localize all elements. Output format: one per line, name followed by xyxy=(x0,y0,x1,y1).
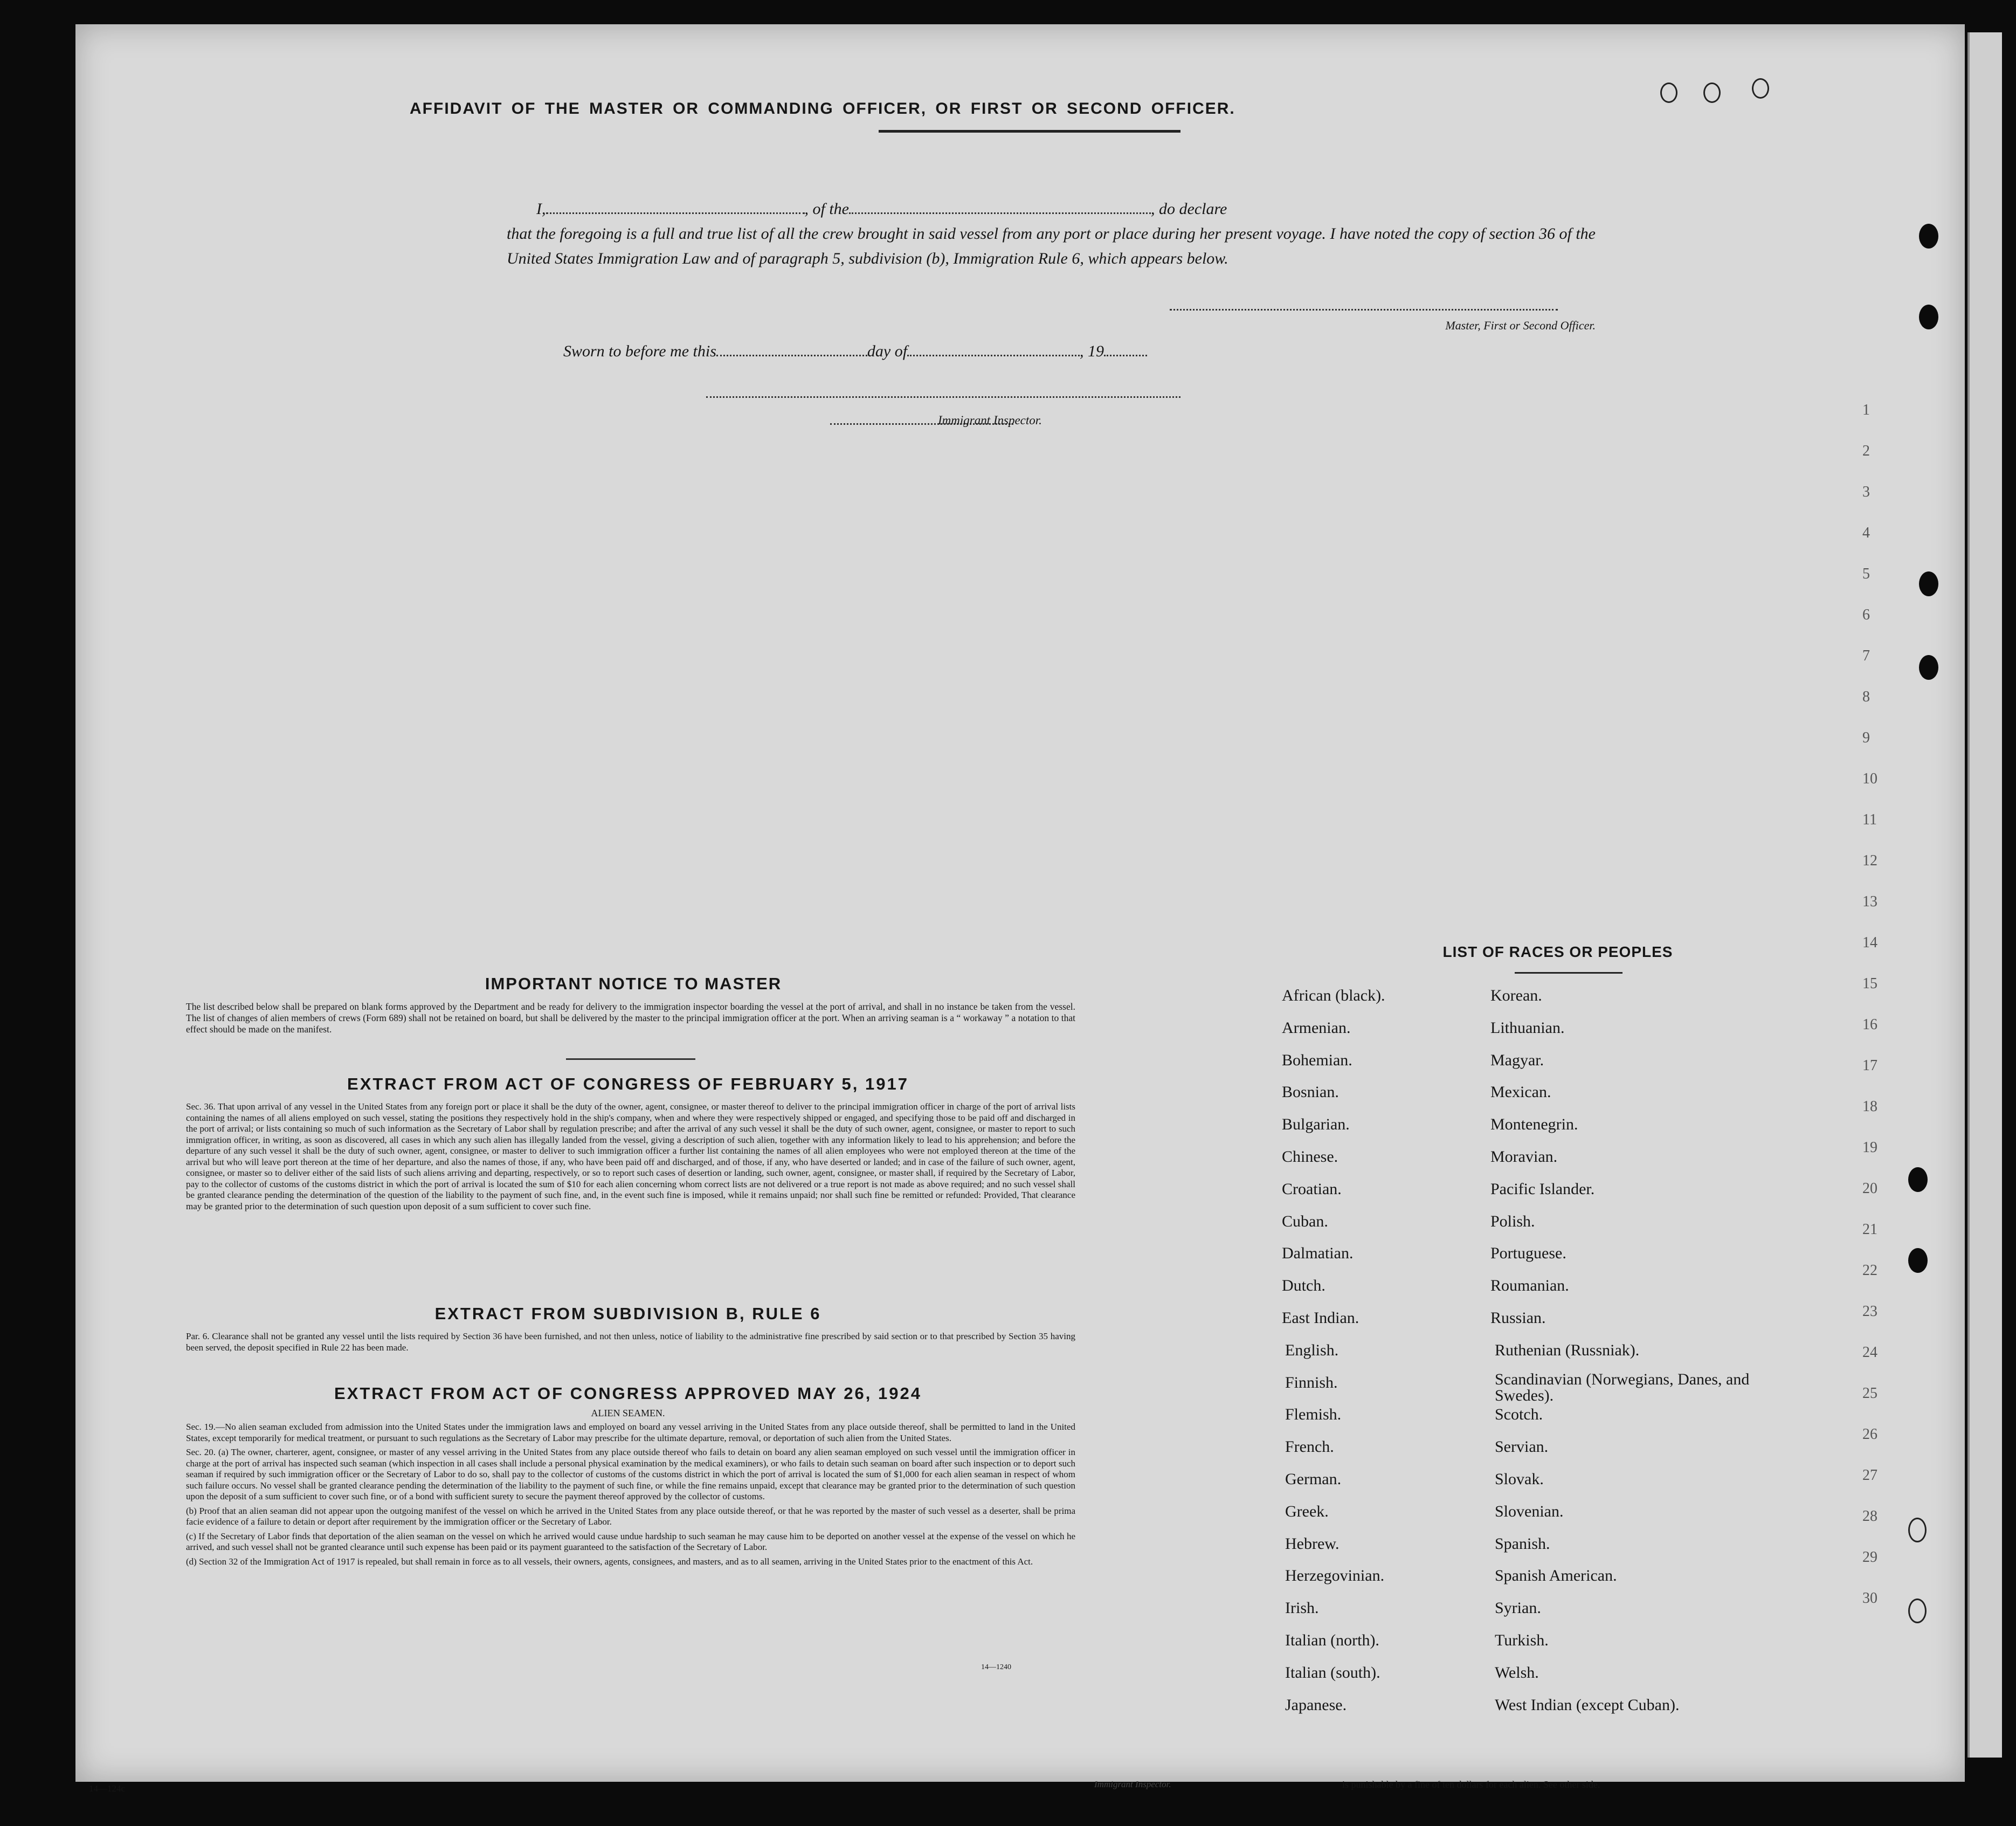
inspector-signature-line[interactable] xyxy=(706,396,1180,398)
punch-hole xyxy=(1908,1518,1927,1542)
extract-1917-text: Sec. 36. That upon arrival of any vessel in the United States from any foreign port or place it shall be the duty of the owner, agent, consignee, or master thereof to deliver to the principal immigration officer in charge of the port of arrival lists containing the names of all aliens employed on such vessel, stating the positions they respectively hold in the ship's company, when and where they were respectively shipped or engaged, and specifying those to be paid off and discharged in the port of arrival; or lists containing so much of such information as the Secretary of Labor shall by regulation prescribe; and after the arrival of any such vessel it shall be the duty of such owner, agent, consignee, or master to report to such immigration officer, in writing, as soon as discovered, all cases in which any such alien has illegally landed from the vessel, giving a description of such alien, together with any information likely to lead to his apprehension; and before the departure of any such vessel it shall be the duty of such owner, agent, consignee, or master to deliver to such immigration officer a further list containing the names of all alien employees who were not employed thereon at the time of the arrival but who will leave port thereon at the time of her departure, and also the names of those, if any, who have been paid off and discharged, and of those, if any, who have deserted or landed; and in case of the failure of such owner, agent, consignee, or master so to deliver either of the said lists of such aliens arriving and departing, respectively, or so to report such cases of desertion or landing, such owner, agent, consignee, or master shall, if required by the Secretary of Labor, pay to the collector of customs of the customs district in which the port of arrival is located the sum of $10 for each alien concerning whom correct lists are not delivered or a true report is not made as above required; and no such vessel shall be granted clearance pending the determination of the question of the liability to the payment of such fine, and, in the event such fine is imposed, while it remains unpaid; nor shall such fine be remitted or refunded: Provided, That clearance may be granted prior to the determination of such question upon deposit of a sum sufficient to cover such fine. xyxy=(186,1101,1075,1211)
race-item: Roumanian. xyxy=(1490,1277,1569,1295)
race-item: Bosnian. xyxy=(1282,1083,1339,1101)
punch-hole xyxy=(1919,224,1938,249)
punch-hole xyxy=(1908,1248,1928,1273)
race-item: Portuguese. xyxy=(1490,1244,1566,1263)
race-item: Greek. xyxy=(1285,1502,1329,1520)
extract-1924-paragraph: (b) Proof that an alien seaman did not appear upon the outgoing manifest of the vessel on which he arrived in the United States from any place outside thereof, or that he was reported by the master of such vessel as a deserter, shall be prima facie evidence of a failure to detain or deport after requirement by the immigration officer or the Secretary of Labor. xyxy=(186,1505,1075,1527)
sworn-line xyxy=(563,342,1372,361)
race-item: German. xyxy=(1285,1470,1342,1488)
race-item: Spanish American. xyxy=(1495,1567,1617,1585)
row-number: 8 xyxy=(1862,688,1870,705)
race-item: Syrian. xyxy=(1495,1599,1541,1617)
extract-1924-text xyxy=(186,1422,1075,1570)
punch-hole xyxy=(1919,571,1938,596)
punch-hole xyxy=(1919,655,1938,680)
race-item: Herzegovinian. xyxy=(1285,1567,1385,1585)
bleed-fine-text: is punishable by a fine of ten dollars for each alien. See other side. xyxy=(1342,1779,1600,1790)
row-number: 17 xyxy=(1862,1057,1877,1074)
race-item: Japanese. xyxy=(1285,1696,1347,1714)
punch-hole xyxy=(1919,305,1938,329)
race-item: Bohemian. xyxy=(1282,1051,1352,1069)
sworn-text: Sworn to before me this xyxy=(563,342,716,360)
row-number: 2 xyxy=(1862,443,1870,459)
punch-hole xyxy=(1752,78,1769,99)
affidavit-title-rule xyxy=(879,130,1180,133)
race-item: Ruthenian (Russniak). xyxy=(1495,1341,1640,1359)
race-item: Scandinavian (Norwegians, Danes, and Swedes). xyxy=(1495,1370,1750,1404)
row-number: 9 xyxy=(1862,729,1870,746)
row-number: 29 xyxy=(1862,1549,1877,1566)
punch-hole xyxy=(1703,82,1721,103)
extract-rule6-text: Par. 6. Clearance shall not be granted any vessel until the lists required by Section 36 have been furnished, and not then unless, notice of liability to the administrative fine prescribed by said section or to that prescribed by Section 35 having been served, the deposit specified in Rule 22 has been made. xyxy=(186,1331,1075,1353)
race-item: Spanish. xyxy=(1495,1534,1550,1553)
race-item: Slovenian. xyxy=(1495,1502,1564,1520)
extract-1924-subtitle: ALIEN SEAMEN. xyxy=(591,1408,665,1418)
race-item: Korean. xyxy=(1490,987,1542,1004)
row-number: 16 xyxy=(1862,1016,1877,1033)
race-item: Croatian. xyxy=(1282,1180,1342,1198)
decl-i: I, xyxy=(536,200,546,218)
extract-1924-title: EXTRACT FROM ACT OF CONGRESS APPROVED MAY 26, 1924 xyxy=(334,1384,922,1403)
extract-1917-title: EXTRACT FROM ACT OF CONGRESS OF FEBRUARY 5, 1917 xyxy=(347,1074,909,1093)
row-number: 23 xyxy=(1862,1303,1877,1320)
race-item: Russian. xyxy=(1490,1309,1546,1327)
race-item: East Indian. xyxy=(1282,1309,1359,1327)
race-item: Pacific Islander. xyxy=(1490,1180,1595,1198)
sworn-month-blank[interactable] xyxy=(907,343,1080,356)
race-item: West Indian (except Cuban). xyxy=(1495,1696,1680,1714)
row-number: 28 xyxy=(1862,1508,1877,1525)
race-item: French. xyxy=(1285,1438,1334,1456)
extract-1924-paragraph: Sec. 20. (a) The owner, charterer, agent, consignee, or master of any vessel arriving in the United States from any place outside thereof who fails to detain on board any alien seaman employed on such vessel until the immigration officer in charge at the port of arrival has inspected such seaman (which inspection in all cases shall include a personal physical examination by the medical examiners), or who fails to detain such seaman on board after such inspection or to deport such seaman if required by such immigration officer or the Secretary of Labor to do so, shall pay to the collector of customs of the customs district in which the port of arrival is located the sum of $1,000 for each alien seaman in respect of whom such failure occurs. No vessel shall be granted clearance pending the determination of the liability to the payment of such fine, or while the fine remains unpaid, except that clearance may be granted prior to the determination of such question upon the deposit of a sum sufficient to cover such fine, or of a bond with sufficient surety to secure the payment thereof approved by the collector of customs. xyxy=(186,1447,1075,1501)
notice-text: The list described below shall be prepared on blank forms approved by the Department and be ready for delivery to the immigration inspector boarding the vessel at the port of arrival, and shall in no instance be taken from the vessel. The list of changes of alien members of crews (Form 689) shall not be retained on board, but shall be delivered by the master to the principal immigration officer at the port. When an arriving seaman is a “ workaway ” a notation to that effect should be made on the manifest. xyxy=(186,1001,1075,1035)
race-item: English. xyxy=(1285,1341,1339,1359)
race-item: African (black). xyxy=(1282,987,1385,1004)
bleed-inspector-text: Immigrant Inspector. xyxy=(1094,1779,1171,1789)
row-number: 14 xyxy=(1862,934,1877,951)
row-number: 7 xyxy=(1862,647,1870,664)
master-signature-label: Master, First or Second Officer. xyxy=(1445,319,1596,332)
extract-rule6-title: EXTRACT FROM SUBDIVISION B, RULE 6 xyxy=(434,1304,821,1323)
race-item: Turkish. xyxy=(1495,1631,1549,1649)
race-item: Dalmatian. xyxy=(1282,1244,1354,1263)
race-item: Armenian. xyxy=(1282,1018,1351,1037)
race-item: Cuban. xyxy=(1282,1212,1328,1230)
row-number: 20 xyxy=(1862,1180,1877,1197)
row-number: 15 xyxy=(1862,975,1877,992)
inspector-label: Immigrant Inspector. xyxy=(938,414,1042,427)
decl-declare: , do declare xyxy=(1151,200,1227,218)
form-number: 14—1240 xyxy=(981,1663,1011,1671)
races-title-rule xyxy=(1515,972,1623,974)
row-number: 5 xyxy=(1862,566,1870,582)
row-number: 19 xyxy=(1862,1139,1877,1156)
vessel-name-blank[interactable] xyxy=(849,201,1151,214)
affidavit-title: AFFIDAVIT OF THE MASTER OR COMMANDING OFFICER, OR FIRST OR SECOND OFFICER. xyxy=(410,100,1235,118)
sworn-year-prefix: , 19 xyxy=(1080,342,1104,360)
extract-1924-paragraph: Sec. 19.—No alien seaman excluded from admission into the United States under the immigration laws and employed on board any vessel arriving in the United States from any place outside thereof, shall be permitted to land in the United States, except temporarily for medical treatment, or pursuant to such regulations as the Secretary of Labor may prescribe for the ultimate departure, removal, or deportation of such alien from the United States. xyxy=(186,1422,1075,1443)
punch-hole xyxy=(1908,1167,1928,1192)
row-number: 10 xyxy=(1862,770,1877,787)
races-title: LIST OF RACES OR PEOPLES xyxy=(1442,943,1673,960)
race-item: Italian (south). xyxy=(1285,1663,1380,1682)
decl-of-the: , of the xyxy=(804,200,849,218)
row-number: 22 xyxy=(1862,1262,1877,1279)
race-item: Flemish. xyxy=(1285,1405,1342,1424)
underlying-sheet-edge xyxy=(1967,32,2002,1758)
row-number: 4 xyxy=(1862,525,1870,541)
affidavit-declaration-line xyxy=(536,197,1593,222)
race-item: Lithuanian. xyxy=(1490,1018,1565,1037)
race-item: Hebrew. xyxy=(1285,1534,1340,1553)
row-number: 18 xyxy=(1862,1098,1877,1115)
race-item: Polish. xyxy=(1490,1212,1535,1230)
race-item: Moravian. xyxy=(1490,1148,1558,1166)
row-number: 6 xyxy=(1862,607,1870,623)
row-number: 12 xyxy=(1862,852,1877,869)
row-number: 24 xyxy=(1862,1344,1877,1361)
race-item: Irish. xyxy=(1285,1599,1319,1617)
row-number: 30 xyxy=(1862,1590,1877,1607)
row-number: 25 xyxy=(1862,1385,1877,1402)
race-item: Servian. xyxy=(1495,1438,1549,1456)
race-item: Montenegrin. xyxy=(1490,1115,1578,1134)
sworn-day-blank[interactable] xyxy=(716,343,867,356)
row-number: 1 xyxy=(1862,402,1870,418)
bottom-form-number: 14—124c xyxy=(89,1783,126,1794)
row-number: 26 xyxy=(1862,1426,1877,1443)
row-number: 21 xyxy=(1862,1221,1877,1238)
master-signature-line[interactable] xyxy=(1170,309,1558,311)
race-item: Bulgarian. xyxy=(1282,1115,1350,1134)
race-item: Magyar. xyxy=(1490,1051,1544,1069)
race-item: Italian (north). xyxy=(1285,1631,1379,1649)
race-item: Finnish. xyxy=(1285,1373,1338,1391)
punch-hole xyxy=(1660,82,1677,103)
notice-title: IMPORTANT NOTICE TO MASTER xyxy=(485,974,782,993)
extract-1924-paragraph: (d) Section 32 of the Immigration Act of 1917 is repealed, but shall remain in force as to all vessels, their owners, agents, consignees, and masters, and as to all seamen, arriving in the United States prior to the enactment of this Act. xyxy=(186,1556,1033,1567)
race-item: Slovak. xyxy=(1495,1470,1544,1488)
master-name-blank[interactable] xyxy=(546,201,805,214)
sworn-year-blank[interactable] xyxy=(1104,343,1147,356)
row-number: 27 xyxy=(1862,1467,1877,1484)
sworn-day-of: day of xyxy=(867,342,908,360)
punch-hole xyxy=(1908,1598,1927,1623)
affidavit-body: that the foregoing is a full and true list of all the crew brought in said vessel from any port or place during her present voyage. I have noted the copy of section 36 of the United States Immigration Law and of paragraph 5, subdivision (b), Immigration Rule 6, which appears below. xyxy=(507,225,1596,267)
row-number: 11 xyxy=(1862,811,1877,828)
notice-divider xyxy=(566,1058,695,1060)
row-number: 3 xyxy=(1862,484,1870,500)
race-item: Mexican. xyxy=(1490,1083,1551,1101)
race-item: Chinese. xyxy=(1282,1148,1338,1166)
extract-1924-paragraph: (c) If the Secretary of Labor finds that deportation of the alien seaman on the vessel on which he arrived would cause undue hardship to such seaman he may cause him to be deported on another vessel at the expense of the vessel on which he arrived, and such vessel shall not be granted clearance until such expense has been paid or its payment guaranteed to the satisfaction of the Secretary of Labor. xyxy=(186,1531,1075,1552)
race-item: Scotch. xyxy=(1495,1405,1543,1424)
row-number: 13 xyxy=(1862,893,1877,910)
race-item: Welsh. xyxy=(1495,1663,1539,1682)
race-item: Dutch. xyxy=(1282,1277,1325,1295)
